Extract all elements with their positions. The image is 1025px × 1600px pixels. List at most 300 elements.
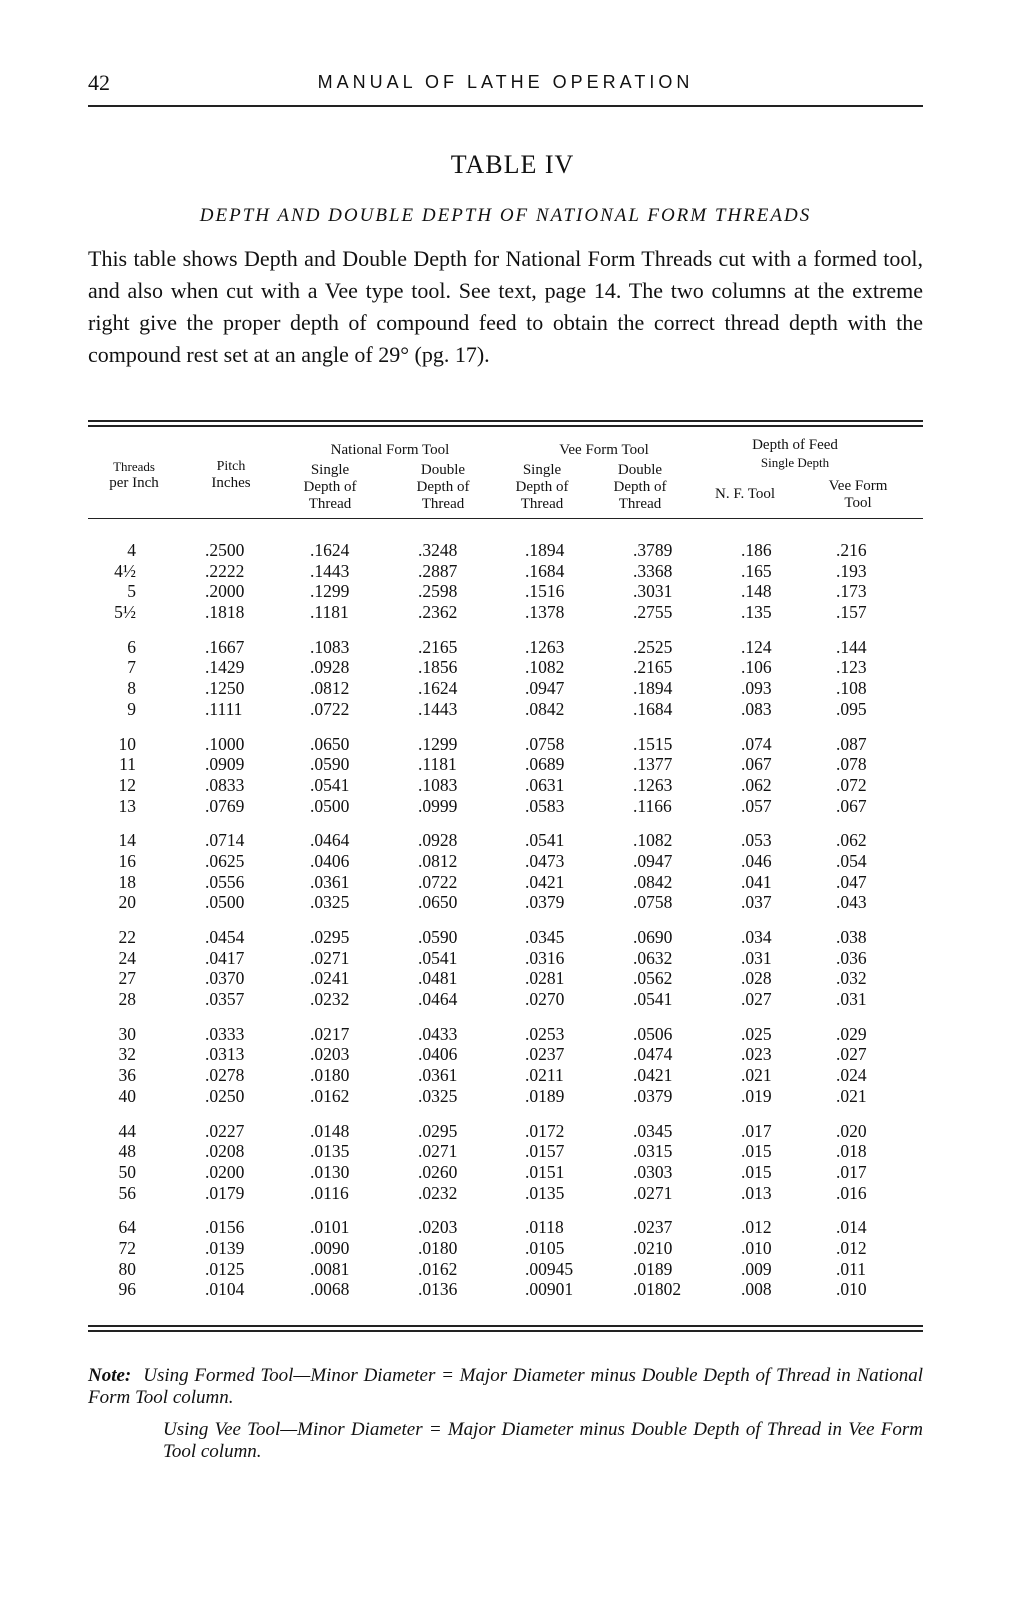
table-cell: .0253	[525, 1023, 565, 1044]
table-cell: .0361	[418, 1065, 458, 1086]
table-cell: .3248	[418, 540, 458, 560]
header-depth-of-feed: Depth of Feed Single Depth	[752, 437, 838, 470]
table-cell: .020	[836, 1120, 867, 1141]
table-cell: .0203	[310, 1044, 350, 1065]
table-cell: .173	[836, 581, 867, 602]
table-cell: .1894	[633, 678, 673, 699]
table-cell: .0464	[418, 989, 458, 1010]
table-cell: .031	[836, 989, 867, 1010]
table-cell: .0758	[633, 892, 673, 913]
table-cell: .1429	[205, 657, 245, 678]
table-cell: .0105	[525, 1237, 565, 1258]
table-row	[88, 1065, 923, 1086]
table-cell: .083	[741, 698, 772, 719]
table-cell: .0211	[525, 1065, 564, 1086]
table-cell: .3031	[633, 581, 673, 602]
header-rule-below	[88, 518, 923, 519]
table-cell: .027	[741, 989, 772, 1010]
table-cell: .1818	[205, 602, 245, 623]
table-cell: .00901	[525, 1279, 574, 1300]
table-cell: .1082	[525, 657, 565, 678]
table-row	[88, 872, 923, 893]
table-cell: .0136	[418, 1279, 458, 1300]
table-cell: .0148	[310, 1120, 350, 1141]
table-cell: 56	[118, 1182, 136, 1203]
table-cell: .0179	[205, 1182, 245, 1203]
table-cell: 18	[118, 871, 136, 892]
table-cell: .0473	[525, 850, 565, 871]
table-cell: 36	[118, 1065, 136, 1086]
table-cell: .0506	[633, 1023, 673, 1044]
table-cell: .106	[741, 657, 772, 678]
table-cell: 5½	[114, 602, 136, 623]
header-threads: Threads per Inch	[109, 459, 159, 491]
table-row	[88, 1259, 923, 1280]
table-row	[88, 989, 923, 1010]
table-cell: .2222	[205, 560, 245, 581]
table-cell: .2362	[418, 602, 458, 623]
row-group	[88, 1217, 923, 1300]
table-cell: .018	[836, 1141, 867, 1162]
table-cell: .015	[741, 1161, 772, 1182]
table-cell: .017	[836, 1161, 867, 1182]
table-cell: .0631	[525, 774, 565, 795]
table-cell: .031	[741, 947, 772, 968]
table-row	[88, 1238, 923, 1259]
table-cell: .0406	[418, 1044, 458, 1065]
header-national-form-tool: National Form Tool	[330, 442, 450, 458]
table-cell: .0481	[418, 968, 458, 989]
table-cell: .0928	[418, 830, 458, 851]
table-cell: 40	[118, 1085, 136, 1106]
table-cell: .0135	[525, 1182, 565, 1203]
table-cell: .0421	[525, 871, 565, 892]
table-cell: .017	[741, 1120, 772, 1141]
table-row	[88, 851, 923, 872]
row-group	[88, 1024, 923, 1107]
table-cell: .0217	[310, 1023, 350, 1044]
table-cell: .062	[836, 830, 867, 851]
table-cell: .012	[836, 1237, 867, 1258]
table-cell: .108	[836, 678, 867, 699]
table-cell: .0162	[310, 1085, 350, 1106]
header-vee-double-depth: Double Depth of Thread	[613, 462, 667, 512]
note-formed-tool-text: Using Formed Tool—Minor Diameter = Major Diameter minus Double Depth of Thread in National Form Tool column.	[88, 1365, 923, 1408]
table-cell: 10	[118, 733, 136, 754]
table-cell: .036	[836, 947, 867, 968]
table-cell: .095	[836, 698, 867, 719]
table-cell: .0433	[418, 1023, 458, 1044]
table-cell: .148	[741, 581, 772, 602]
table-row	[88, 1279, 923, 1300]
table-cell: .0690	[633, 927, 673, 947]
table-cell: .0250	[205, 1085, 245, 1106]
table-cell: .0237	[633, 1217, 673, 1238]
table-cell: .0130	[310, 1161, 350, 1182]
table-cell: .0842	[525, 698, 565, 719]
table-cell: 5	[127, 581, 136, 602]
table-cell: .0325	[310, 892, 350, 913]
table-cell: 64	[118, 1217, 136, 1238]
table-cell: .0714	[205, 830, 245, 851]
table-cell: .1082	[633, 830, 673, 851]
table-cell: 96	[118, 1279, 136, 1300]
table-row	[88, 830, 923, 851]
table-cell: 32	[118, 1044, 136, 1065]
table-cell: .0210	[633, 1237, 673, 1258]
table-cell: .1166	[633, 795, 672, 816]
table-cell: .3368	[633, 560, 673, 581]
table-cell: 7	[127, 657, 136, 678]
table-cell: .0758	[525, 733, 565, 754]
table-cell: .024	[836, 1065, 867, 1086]
table-row	[88, 734, 923, 755]
page-number: 42	[88, 70, 110, 95]
table-cell: .0101	[310, 1217, 350, 1238]
table-cell: .01802	[633, 1279, 682, 1300]
table-row	[88, 968, 923, 989]
table-cell: .0316	[525, 947, 565, 968]
table-row	[88, 602, 923, 623]
table-row	[88, 754, 923, 775]
table-cell: .0313	[205, 1044, 245, 1065]
table-cell: .0500	[310, 795, 350, 816]
table-cell: .021	[836, 1085, 867, 1106]
table-cell: .0081	[310, 1258, 350, 1279]
table-cell: .0357	[205, 989, 245, 1010]
table-cell: .0650	[418, 892, 458, 913]
header-pitch: Pitch Inches	[211, 459, 251, 491]
table-row	[88, 1044, 923, 1065]
table-cell: .093	[741, 678, 772, 699]
table-cell: .0135	[310, 1141, 350, 1162]
table-cell: .034	[741, 927, 772, 947]
table-cell: .012	[741, 1217, 772, 1238]
table-row	[88, 1024, 923, 1045]
table-cell: .1894	[525, 540, 565, 560]
table-cell: 11	[119, 754, 136, 775]
row-group	[88, 734, 923, 817]
table-cell: .0303	[633, 1161, 673, 1182]
table-cell: .0379	[525, 892, 565, 913]
table-cell: .2755	[633, 602, 673, 623]
table-cell: 14	[118, 830, 136, 851]
table-cell: .0590	[310, 754, 350, 775]
header-nf-tool: N. F. Tool	[715, 486, 775, 502]
header-nf-double-depth: Double Depth of Thread	[416, 462, 470, 512]
table-cell: .0928	[310, 657, 350, 678]
table-cell: .0417	[205, 947, 245, 968]
table-cell: .1667	[205, 636, 245, 657]
table-cell: .053	[741, 830, 772, 851]
table-cell: 4½	[114, 560, 136, 581]
table-cell: .1378	[525, 602, 565, 623]
table-cell: .0421	[633, 1065, 673, 1086]
table-cell: .0500	[205, 892, 245, 913]
table-row	[88, 796, 923, 817]
table-row	[88, 1141, 923, 1162]
table-cell: .062	[741, 774, 772, 795]
table-cell: .0812	[418, 850, 458, 871]
table-cell: .0068	[310, 1279, 350, 1300]
table-cell: .067	[836, 795, 867, 816]
row-group	[88, 540, 923, 623]
table-cell: 50	[118, 1161, 136, 1182]
table-row	[88, 948, 923, 969]
table-cell: 9	[127, 698, 136, 719]
table-cell: .0769	[205, 795, 245, 816]
table-row	[88, 561, 923, 582]
table-cell: .0271	[633, 1182, 673, 1203]
table-cell: .023	[741, 1044, 772, 1065]
table-cell: .054	[836, 850, 867, 871]
table-cell: 27	[118, 968, 136, 989]
table-cell: .0295	[310, 927, 350, 947]
table-row	[88, 657, 923, 678]
table-cell: 30	[118, 1023, 136, 1044]
table-cell: .1856	[418, 657, 458, 678]
table-cell: .144	[836, 636, 867, 657]
intro-paragraph: This table shows Depth and Double Depth for National Form Threads cut with a formed tool, and also when cut with a Vee type tool. See text, page 14. The two columns at the extreme right give the proper depth of compound feed to obtain the correct thread depth with the compound rest set at an angle of 29° (pg. 17).	[88, 246, 923, 367]
table-cell: .0474	[633, 1044, 673, 1065]
table-cell: .0237	[525, 1044, 565, 1065]
table-cell: .0270	[525, 989, 565, 1010]
table-cell: .015	[741, 1141, 772, 1162]
table-cell: .1624	[418, 678, 458, 699]
table-row	[88, 678, 923, 699]
table-cell: .1083	[418, 774, 458, 795]
notes	[88, 1365, 923, 1463]
table-cell: 72	[118, 1237, 136, 1258]
table-cell: .0180	[310, 1065, 350, 1086]
table-cell: .010	[741, 1237, 772, 1258]
table-subtitle: DEPTH AND DOUBLE DEPTH OF NATIONAL FORM THREADS	[199, 205, 812, 226]
table-cell: .1299	[310, 581, 350, 602]
table-cell: .0947	[633, 850, 673, 871]
table-title: TABLE IV	[450, 150, 575, 179]
table-cell: .074	[741, 733, 772, 754]
table-cell: .0345	[633, 1120, 673, 1141]
table-cell: .029	[836, 1023, 867, 1044]
header-rule	[88, 105, 923, 107]
table-cell: .0722	[310, 698, 350, 719]
thread-depth-table	[88, 540, 923, 1314]
table-cell: .032	[836, 968, 867, 989]
table-cell: .1515	[633, 733, 673, 754]
table-cell: .0325	[418, 1085, 458, 1106]
table-cell: .124	[741, 636, 772, 657]
table-cell: .2525	[633, 636, 673, 657]
table-cell: 8	[127, 678, 136, 699]
table-row	[88, 540, 923, 561]
table-cell: .3789	[633, 540, 673, 560]
table-cell: .041	[741, 871, 772, 892]
table-cell: .1443	[418, 698, 458, 719]
table-cell: .0999	[418, 795, 458, 816]
table-cell: .025	[741, 1023, 772, 1044]
table-cell: .0625	[205, 850, 245, 871]
table-cell: .019	[741, 1085, 772, 1106]
table-cell: .047	[836, 871, 867, 892]
table-cell: .0125	[205, 1258, 245, 1279]
table-cell: .1111	[205, 698, 243, 719]
table-cell: 24	[118, 947, 136, 968]
table-cell: .0842	[633, 871, 673, 892]
table-cell: .0361	[310, 871, 350, 892]
table-cell: .021	[741, 1065, 772, 1086]
table-cell: .0295	[418, 1120, 458, 1141]
table-cell: 12	[118, 774, 136, 795]
table-cell: .0232	[310, 989, 350, 1010]
table-cell: .2500	[205, 540, 245, 560]
row-group	[88, 637, 923, 720]
table-cell: .0227	[205, 1120, 245, 1141]
table-cell: .011	[836, 1258, 866, 1279]
table-cell: .1684	[633, 698, 673, 719]
note-vee-tool: Using Vee Tool—Minor Diameter = Major Diameter minus Double Depth of Thread in Vee Form Tool column.	[163, 1419, 923, 1462]
table-cell: .0203	[418, 1217, 458, 1238]
table-cell: .0632	[633, 947, 673, 968]
table-cell: .2165	[633, 657, 673, 678]
table-cell: .1624	[310, 540, 350, 560]
table-row	[88, 1162, 923, 1183]
table-cell: 48	[118, 1141, 136, 1162]
table-cell: .0189	[525, 1085, 565, 1106]
table-cell: .0590	[418, 927, 458, 947]
running-head-title: MANUAL OF LATHE OPERATION	[317, 72, 694, 92]
table-row	[88, 637, 923, 658]
table-cell: .0333	[205, 1023, 245, 1044]
table-cell: 28	[118, 989, 136, 1010]
table-cell: .1181	[418, 754, 457, 775]
row-group	[88, 927, 923, 1010]
table-cell: .0406	[310, 850, 350, 871]
table-cell: .2165	[418, 636, 458, 657]
table-cell: .0156	[205, 1217, 245, 1238]
table-cell: 22	[118, 927, 136, 947]
table-cell: .2887	[418, 560, 458, 581]
table-cell: .072	[836, 774, 867, 795]
table-top-rule	[88, 420, 923, 427]
table-cell: .1083	[310, 636, 350, 657]
table-cell: .078	[836, 754, 867, 775]
table-cell: 4	[127, 540, 136, 560]
table-cell: .010	[836, 1279, 867, 1300]
table-cell: 20	[118, 892, 136, 913]
table-cell: .0650	[310, 733, 350, 754]
table-cell: .1263	[525, 636, 565, 657]
table-cell: .0172	[525, 1120, 565, 1141]
table-cell: .0464	[310, 830, 350, 851]
table-cell: .014	[836, 1217, 867, 1238]
table-cell: .0722	[418, 871, 458, 892]
table-cell: .009	[741, 1258, 772, 1279]
table-cell: 6	[127, 636, 136, 657]
table-cell: .0379	[633, 1085, 673, 1106]
table-cell: .087	[836, 733, 867, 754]
table-cell: .0278	[205, 1065, 245, 1086]
table-cell: .0562	[633, 968, 673, 989]
table-cell: .0281	[525, 968, 565, 989]
note-label: Note:	[88, 1365, 132, 1386]
table-cell: .0909	[205, 754, 245, 775]
table-cell: .0200	[205, 1161, 245, 1182]
table-cell: .0162	[418, 1258, 458, 1279]
table-cell: .0271	[418, 1141, 458, 1162]
table-cell: .016	[836, 1182, 867, 1203]
table-cell: .057	[741, 795, 772, 816]
table-cell: .0541	[310, 774, 350, 795]
table-cell: .0208	[205, 1141, 245, 1162]
table-cell: .028	[741, 968, 772, 989]
table-row	[88, 927, 923, 948]
table-cell: .0139	[205, 1237, 245, 1258]
table-cell: .067	[741, 754, 772, 775]
table-cell: .2598	[418, 581, 458, 602]
table-row	[88, 1217, 923, 1238]
table-cell: 44	[118, 1120, 136, 1141]
table-cell: 13	[118, 795, 136, 816]
table-row	[88, 581, 923, 602]
table-row	[88, 775, 923, 796]
table-row	[88, 1121, 923, 1142]
table-cell: .1250	[205, 678, 245, 699]
table-cell: .0180	[418, 1237, 458, 1258]
table-cell: .193	[836, 560, 867, 581]
table-cell: .0116	[310, 1182, 349, 1203]
table-cell: .0345	[525, 927, 565, 947]
table-cell: .0541	[418, 947, 458, 968]
table-cell: .0947	[525, 678, 565, 699]
table-cell: .0232	[418, 1182, 458, 1203]
table-cell: .0090	[310, 1237, 350, 1258]
table-cell: .2000	[205, 581, 245, 602]
table-cell: .0812	[310, 678, 350, 699]
table-cell: .0370	[205, 968, 245, 989]
header-vee-form-tool: Vee Form Tool	[559, 442, 649, 458]
table-cell: .0454	[205, 927, 245, 947]
table-cell: .0689	[525, 754, 565, 775]
table-cell: .00945	[525, 1258, 574, 1279]
table-cell: .1377	[633, 754, 673, 775]
table-cell: .0315	[633, 1141, 673, 1162]
table-bottom-rule	[88, 1325, 923, 1332]
table-cell: .1443	[310, 560, 350, 581]
table-cell: .013	[741, 1182, 772, 1203]
table-cell: .157	[836, 602, 867, 623]
table-cell: .0241	[310, 968, 350, 989]
table-cell: .0151	[525, 1161, 565, 1182]
table-cell: .038	[836, 927, 867, 947]
table-cell: 16	[118, 850, 136, 871]
table-cell: .0118	[525, 1217, 564, 1238]
row-group	[88, 1121, 923, 1204]
table-cell: .1000	[205, 733, 245, 754]
table-row	[88, 1086, 923, 1107]
table-cell: .0157	[525, 1141, 565, 1162]
table-cell: .0556	[205, 871, 245, 892]
table-cell: .1516	[525, 581, 565, 602]
table-cell: .0583	[525, 795, 565, 816]
table-row	[88, 699, 923, 720]
table-row	[88, 892, 923, 913]
table-row	[88, 1183, 923, 1204]
table-cell: .046	[741, 850, 772, 871]
table-cell: .043	[836, 892, 867, 913]
table-cell: .123	[836, 657, 867, 678]
header-vee-single-depth: Single Depth of Thread	[515, 462, 569, 512]
header-nf-single-depth: Single Depth of Thread	[303, 462, 357, 512]
